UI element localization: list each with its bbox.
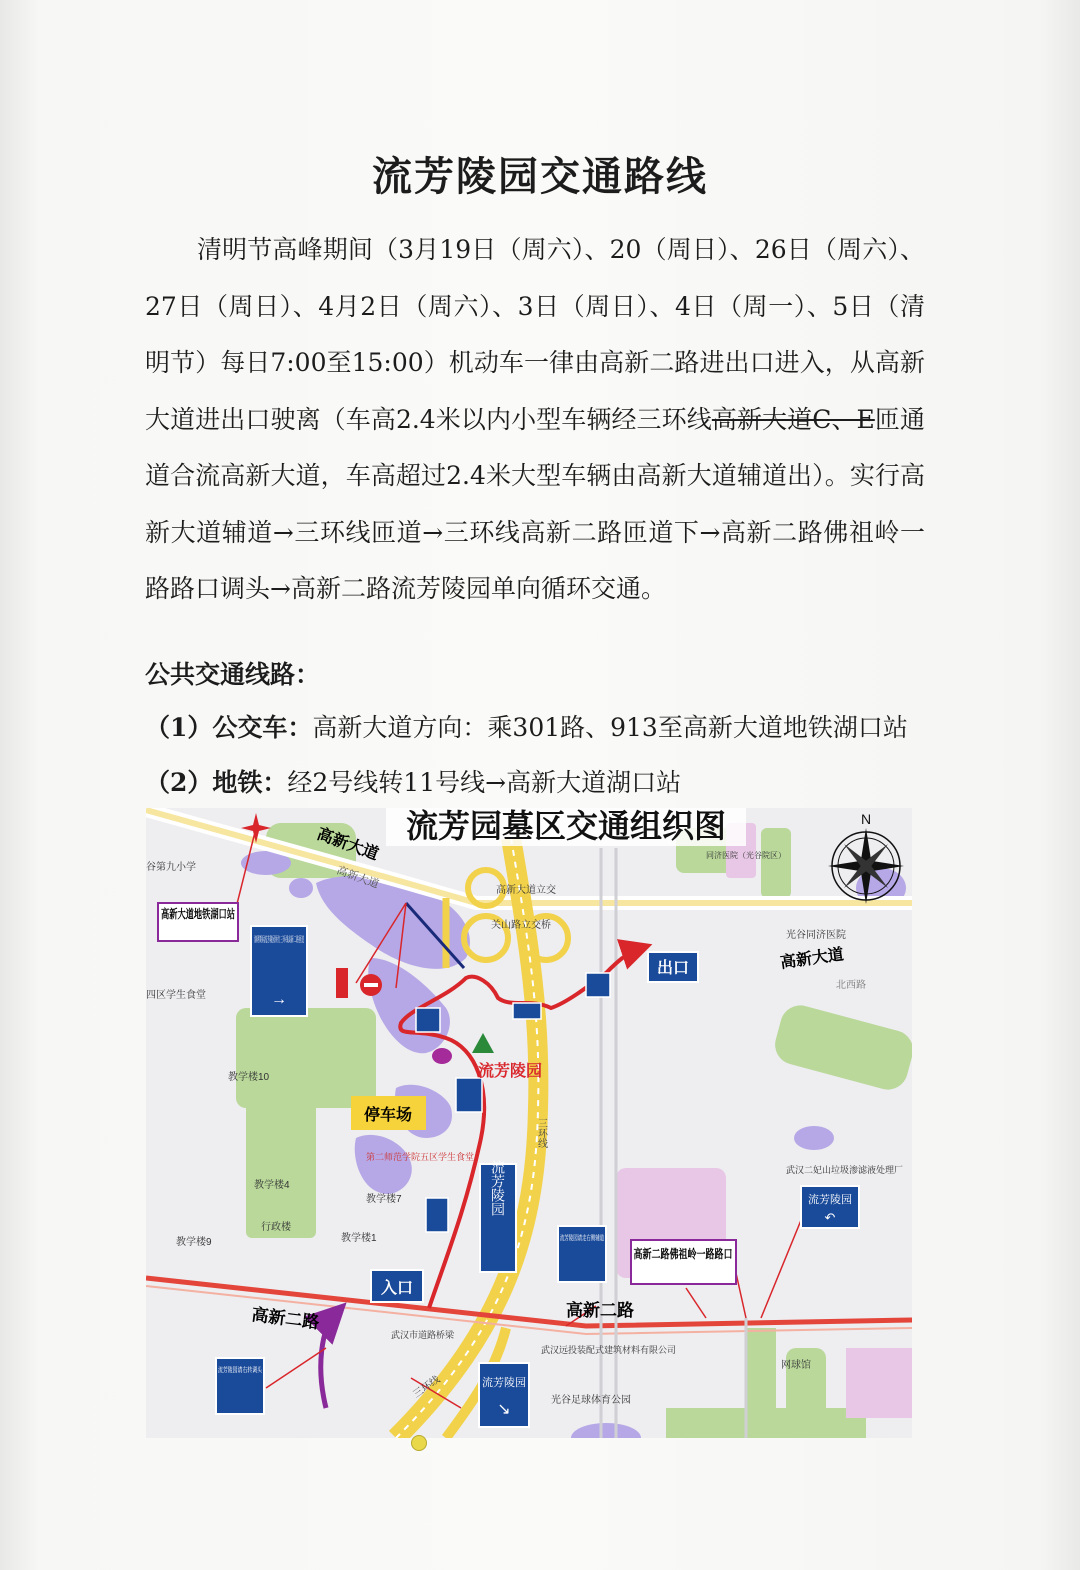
road-label-ring3: 三环线 <box>535 1118 547 1148</box>
place-teach4: 教学楼4 <box>254 1180 290 1191</box>
place-stadium: 光谷足球体育公园 <box>551 1395 631 1406</box>
metro-text: 经2号线转11号线→高新大道湖口站 <box>287 768 682 797</box>
road-label-ring3-bottom: 三环线 <box>411 1374 443 1401</box>
public-transport-heading: 公共交通线路： <box>145 660 321 689</box>
place-guanshan-bridge: 关山路立交桥 <box>491 920 551 931</box>
road-label-gaoxin-right: 高新大道 <box>779 946 845 972</box>
road-label-gaoxin2-right: 高新二路 <box>566 1301 634 1320</box>
bottom-sign-text: 流芳陵园 <box>482 1377 526 1389</box>
paragraph-text-1: 清明节高峰期间（3月19日（周六）、20（周日）、26日（周六）、27日（周日）、4月2日（周六）、3日（周日）、4日（周一）、5日（清明节）每日7:00至15:00）机动车一律由高新二路进出口进入，从高新大道进出口驶离（车高2.4米以内小型车辆经三环线 <box>145 235 925 434</box>
uturn-sign-text: 流芳陵园 <box>808 1194 852 1206</box>
place-tennis: 网球馆 <box>781 1360 811 1371</box>
place-teach1: 教学楼1 <box>341 1233 377 1244</box>
notice-sign-text <box>254 934 304 944</box>
traffic-cone-icon <box>336 968 348 998</box>
place-interchange: 高新大道立交 <box>496 885 556 896</box>
bus-text: 高新大道方向：乘301路、913至高新大道地铁湖口站 <box>312 713 908 742</box>
small-sign-1-text: 流芳陵园请走右侧辅道 <box>560 1235 630 1242</box>
metro-route <box>145 763 681 799</box>
place-canteen: 四区学生食堂 <box>146 990 206 1001</box>
map-title: 流芳园墓区交通组织图 <box>405 808 727 844</box>
parking-label: 停车场 <box>363 1107 413 1124</box>
bus-label: （1）公交车： <box>145 713 313 742</box>
place-southgate: 北西路 <box>836 980 866 991</box>
road-label-gaoxin-small: 高新大道 <box>334 864 381 891</box>
entrance-label: 入口 <box>380 1280 414 1297</box>
road-label-gaoxin-top: 高新大道 <box>314 825 381 864</box>
place-hospital: 光谷同济医院 <box>786 930 846 941</box>
uturn-point-label: 高新二路佛祖岭一路路口 <box>633 1247 766 1261</box>
place-waste-plant: 武汉二妃山垃圾渗滤液处理厂 <box>786 1165 904 1175</box>
svg-text:↶: ↶ <box>824 1210 836 1225</box>
place-school9: 谷第九小学 <box>146 862 196 873</box>
no-entry-icon <box>360 974 382 996</box>
bus-route <box>145 708 908 744</box>
place-hospital-top: 同济医院（光谷院区） <box>706 851 786 860</box>
place-teach7: 教学楼7 <box>366 1194 402 1205</box>
place-admin: 行政楼 <box>261 1222 291 1233</box>
compass-north: N <box>860 811 872 827</box>
exit-label: 出口 <box>656 960 690 977</box>
metro-label: （2）地铁： <box>145 768 288 797</box>
svg-text:↘: ↘ <box>497 1401 511 1418</box>
metro-station-label: 高新大道地铁湖口站 <box>161 907 270 921</box>
page-dot <box>411 1435 427 1451</box>
paragraph-text-2: 匝通道合流高新大道，车高超过2.4米大型车辆由高新大道辅道出）。实行高新大道辅道→三环线匝道→三环线高新二路匝道下→高新二路佛祖岭一路路口调头→高新二路流芳陵园单向循环交通。 <box>145 404 925 603</box>
place-teach9: 教学楼9 <box>176 1237 212 1248</box>
place-college: 第二师范学院五区学生食堂 <box>366 1152 475 1162</box>
place-police: 武汉市道路桥梁 <box>391 1330 455 1340</box>
cemetery-label: 流芳陵园 <box>478 1063 543 1080</box>
place-building-co: 武汉远投装配式建筑材料有限公司 <box>541 1345 677 1355</box>
vertical-sign-text: 流芳陵园 <box>490 1160 506 1216</box>
traffic-map <box>146 808 912 1438</box>
svg-text:→: → <box>271 991 287 1008</box>
page-title: 流芳陵园交通路线 <box>372 153 708 200</box>
small-sign-2-text: 流芳陵园请右转调头 <box>218 1367 281 1374</box>
paragraph-strike-text: 高新大道C、E <box>711 404 875 434</box>
road-label-gaoxin2-left: 高新二路 <box>250 1305 321 1333</box>
place-teach10: 教学楼10 <box>228 1072 270 1083</box>
notice-paragraph <box>145 222 925 618</box>
